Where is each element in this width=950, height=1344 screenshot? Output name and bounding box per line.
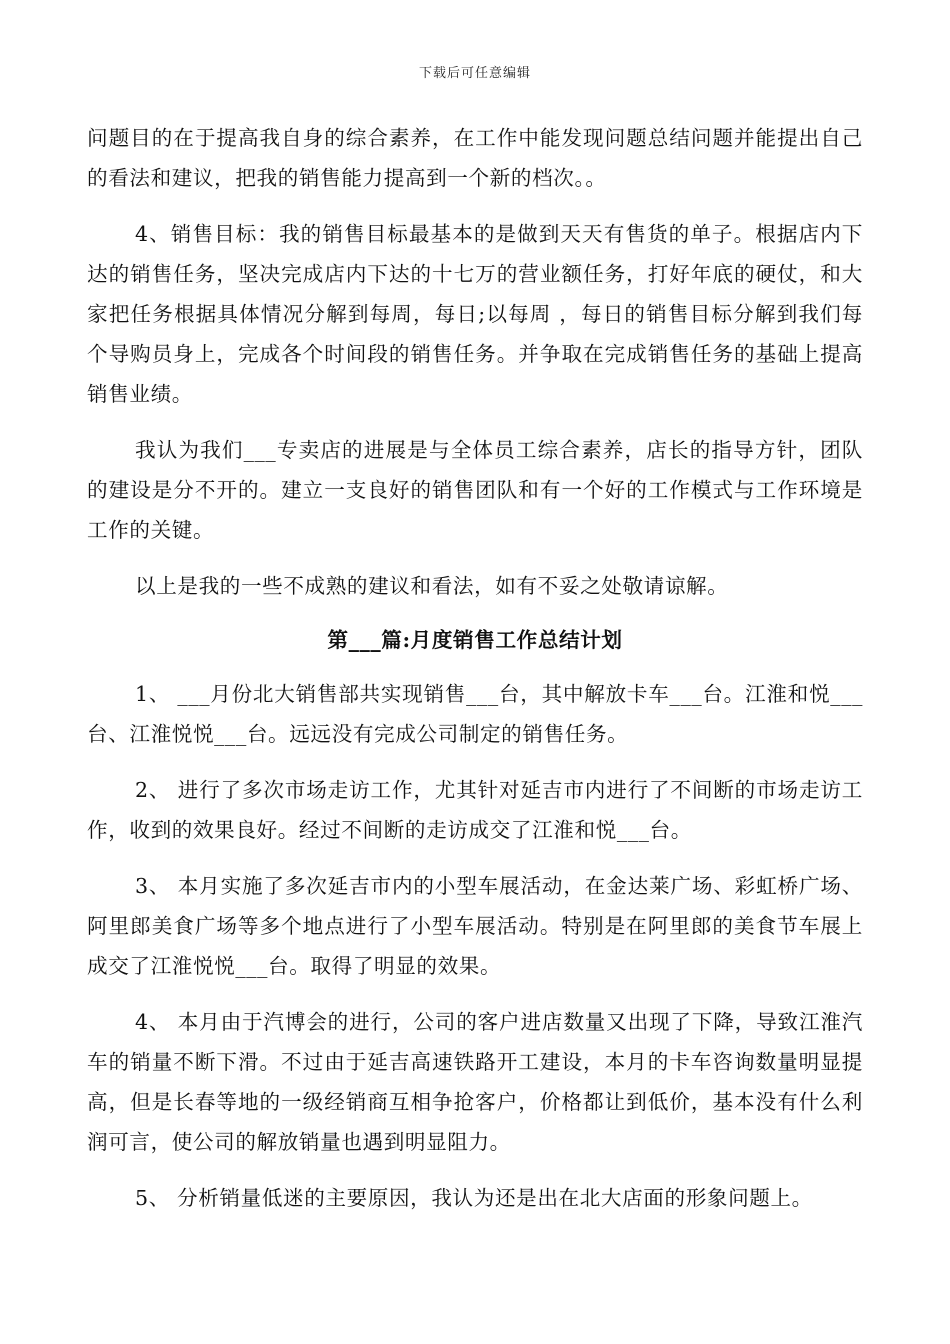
paragraph-closing-remark: 以上是我的一些不成熟的建议和看法，如有不妥之处敬请谅解。 xyxy=(135,574,729,598)
section-title: 第___篇:月度销售工作总结计划 xyxy=(327,628,623,652)
list-item-3: 3、 本月实施了多次延吉市内的小型车展活动，在金达莱广场、彩虹桥广场、阿里郎美食广场等多个地点进行了小型车展活动。特别是在阿里郎的美食节车展上成交了江淮悦悦___台。取得了明显的效果。 xyxy=(87,874,863,978)
paragraph-continuation: 问题目的在于提高我自身的综合素养，在工作中能发现问题总结问题并能提出自己的看法和建议，把我的销售能力提高到一个新的档次。。 xyxy=(87,126,863,190)
page-header: 下载后可任意编辑 xyxy=(418,66,531,81)
document-body xyxy=(87,118,863,1218)
paragraph-team-building: 我认为我们___专卖店的进展是与全体员工综合素养，店长的指导方针，团队的建设是分不开的。建立一支良好的销售团队和有一个好的工作模式与工作环境是工作的关键。 xyxy=(87,438,863,542)
list-item-2: 2、 进行了多次市场走访工作，尤其针对延吉市内进行了不间断的市场走访工作，收到的效果良好。经过不间断的走访成交了江淮和悦___台。 xyxy=(87,778,863,842)
list-item-1: 1、 ___月份北大销售部共实现销售___台，其中解放卡车___台。江淮和悦___台、江淮悦悦___台。远远没有完成公司制定的销售任务。 xyxy=(87,682,863,746)
list-item-5: 5、 分析销量低迷的主要原因，我认为还是出在北大店面的形象问题上。 xyxy=(135,1186,813,1210)
paragraph-sales-target: 4、销售目标：我的销售目标最基本的是做到天天有售货的单子。根据店内下达的销售任务，坚决完成店内下达的十七万的营业额任务，打好年底的硬仗，和大家把任务根据具体情况分解到每周，每日;以每周 ，每日的销售目标分解到我们每个导购员身上，完成各个时间段的销售任务。并争取在完成销售任务的基础上提高销售业绩。 xyxy=(87,222,863,406)
list-item-4: 4、 本月由于汽博会的进行，公司的客户进店数量又出现了下降，导致江淮汽车的销量不断下滑。不过由于延吉高速铁路开工建设，本月的卡车咨询数量明显提高，但是长春等地的一级经销商互相争抢客户，价格都让到低价，基本没有什么利润可言，使公司的解放销量也遇到明显阻力。 xyxy=(87,1010,863,1154)
